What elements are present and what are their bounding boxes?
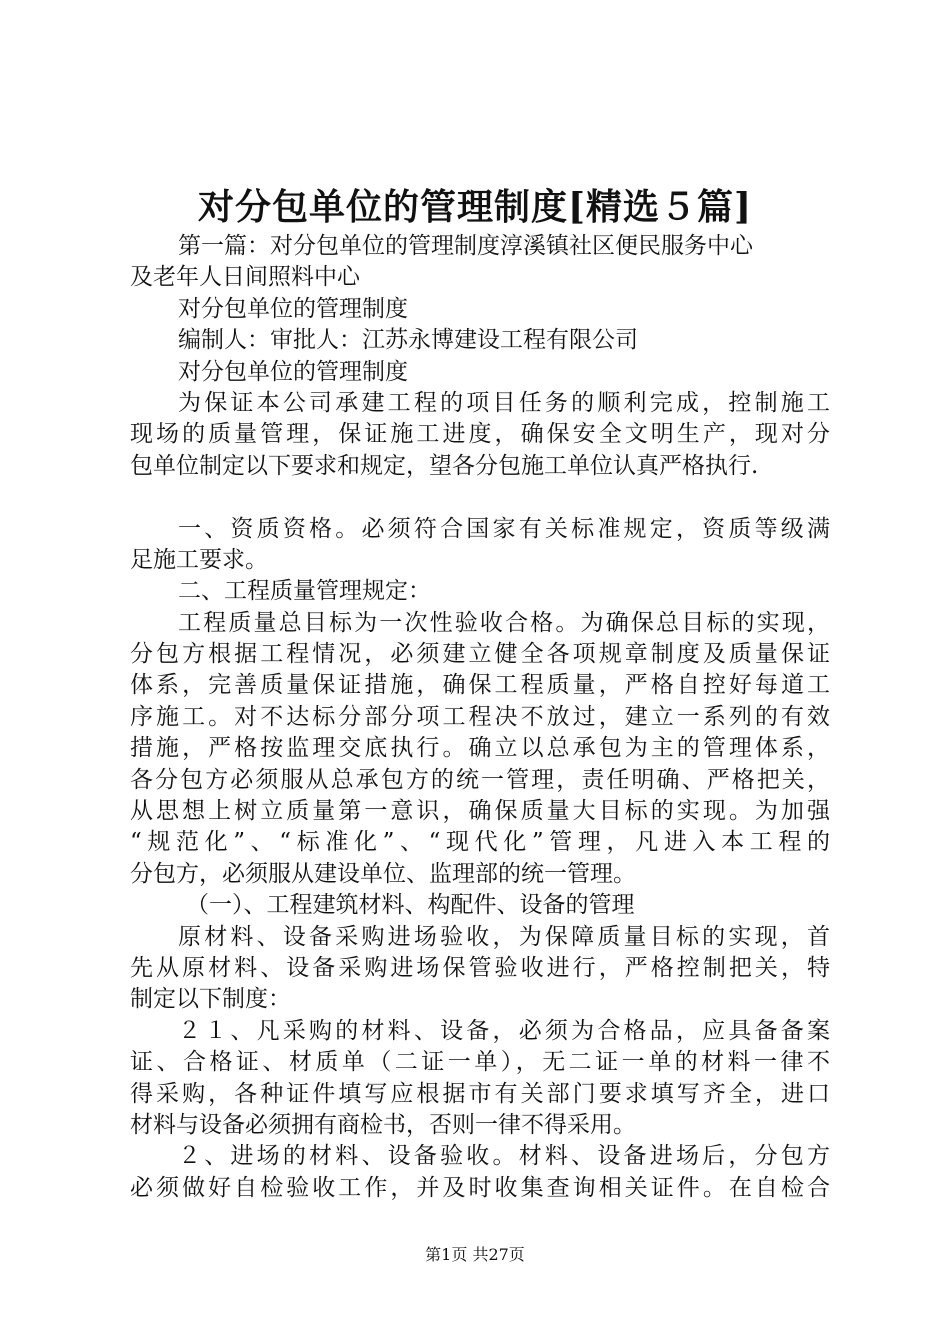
paragraph-line: 先从原材料、设备采购进场保管验收进行，严格控制把关，特: [130, 954, 830, 981]
paragraph-line: 对分包单位的管理制度: [178, 295, 408, 322]
paragraph-line: 第一篇：对分包单位的管理制度淳溪镇社区便民服务中心: [178, 233, 753, 259]
paragraph-line: 分包方，必须服从建设单位、监理部的统一管理。: [130, 860, 636, 887]
paragraph-line: 为保证本公司承建工程的项目任务的顺利完成，控制施工: [178, 389, 830, 416]
paragraph-line: 得采购，各种证件填写应根据市有关部门要求填写齐全，进口: [130, 1080, 830, 1107]
section-heading: （一）、工程建筑材料、构配件、设备的管理: [186, 892, 635, 919]
blank-line: [130, 482, 830, 513]
paragraph-line: 证、合格证、材质单（二证一单），无二证一单的材料一律不: [130, 1049, 830, 1076]
paragraph-line: 制定以下制度：: [130, 986, 291, 1013]
paragraph-line: 序施工。对不达标分部分项工程决不放过，建立一系列的有效: [130, 703, 830, 730]
paragraph-line: 现场的质量管理，保证施工进度，确保安全文明生产，现对分: [130, 421, 830, 448]
paragraph-line: 及老年人日间照料中心: [130, 264, 360, 291]
paragraph-line: 对分包单位的管理制度: [178, 358, 408, 385]
paragraph-line: 足施工要求。: [130, 546, 268, 573]
paragraph-line: 必须做好自检验收工作，并及时收集查询相关证件。在自检合: [130, 1174, 830, 1201]
page-number: 第1页 共27页: [425, 1245, 525, 1264]
paragraph-line: 体系，完善质量保证措施，确保工程质量，严格自控好每道工: [130, 672, 830, 699]
paragraph-line: 一、资质资格。必须符合国家有关标准规定，资质等级满: [178, 515, 830, 542]
paragraph-line: 二、工程质量管理规定：: [178, 578, 431, 605]
paragraph-line: 原材料、设备采购进场验收，为保障质量目标的实现，首: [178, 923, 830, 950]
paragraph-line: 各分包方必须服从总承包方的统一管理，责任明确、严格把关，: [130, 766, 830, 793]
paragraph-line: 材料与设备必须拥有商检书，否则一律不得采用。: [130, 1111, 636, 1138]
document-body: [130, 231, 830, 1204]
paragraph-line: 措施，严格按监理交底执行。确立以总承包为主的管理体系，: [130, 735, 830, 762]
paragraph-line: 从思想上树立质量第一意识，确保质量大目标的实现。为加强: [130, 798, 830, 825]
paragraph-line: 编制人：审批人：江苏永博建设工程有限公司: [178, 327, 638, 354]
paragraph-line: 工程质量总目标为一次性验收合格。为确保总目标的实现，: [178, 609, 830, 636]
paragraph-line: “规范化”、“标准化”、“现代化”管理，凡进入本工程的: [130, 829, 830, 856]
paragraph-line: ２１、凡采购的材料、设备，必须为合格品，应具备备案: [178, 1017, 830, 1044]
document-title: 对分包单位的管理制度[精选５篇]: [197, 186, 753, 228]
paragraph-line: ２、进场的材料、设备验收。材料、设备进场后，分包方: [178, 1143, 830, 1170]
paragraph-line: 包单位制定以下要求和规定，望各分包施工单位认真严格执行.: [130, 452, 759, 479]
paragraph-line: 分包方根据工程情况，必须建立健全各项规章制度及质量保证: [130, 641, 830, 668]
